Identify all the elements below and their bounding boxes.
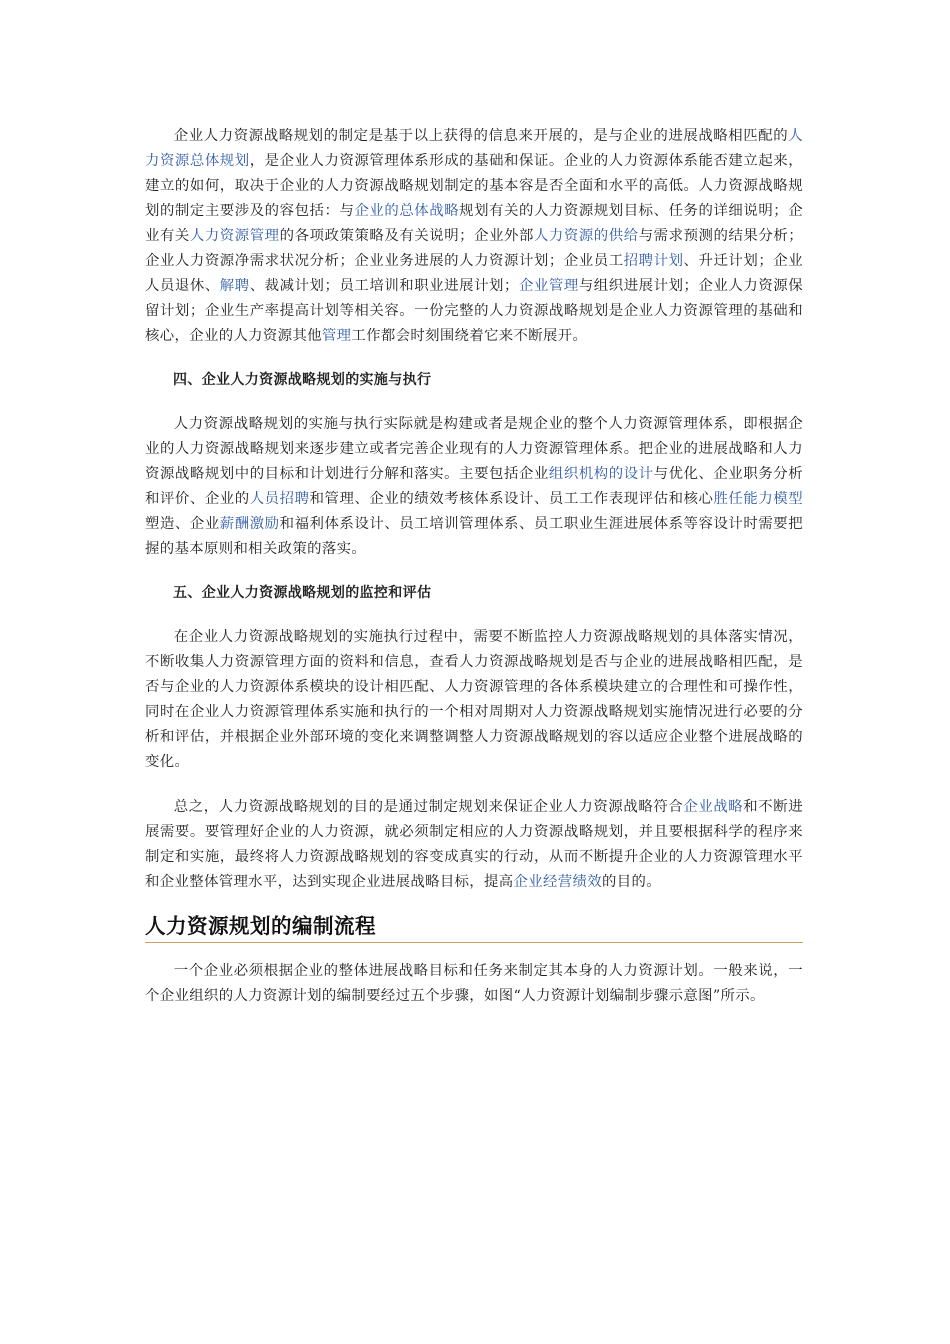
paragraph-planning-process: 一个企业必须根据企业的整体进展战略目标和任务来制定其本身的人力资源计划。一般来说，一个企业组织的人力资源计划的编制要经过五个步骤，如图“人力资源计划编制步骤示意图”所示。	[145, 963, 803, 1004]
text-run: 人力资源战略规划的实施与执行实际就是构建或者是规企业的整个人力资源管理体系，即根据企业的人力资源战略规划来逐步建立或者完善企业现有的人力资源管理体系。把企业的进展战略和人力资源战略规划中的目标和计划进行分解和落实。主要包括企业	[145, 416, 803, 482]
inline-link[interactable]: 胜任能力模型	[713, 491, 804, 507]
inline-link[interactable]: 招聘计划	[623, 253, 684, 269]
paragraph-monitoring	[145, 625, 803, 775]
inline-link[interactable]: 人力资源总体规划	[145, 128, 803, 169]
paragraph-conclusion	[145, 795, 803, 895]
inline-link[interactable]: 组织机构的设计	[548, 466, 654, 482]
heading-monitoring: 五、企业人力资源战略规划的监控和评估	[173, 585, 432, 601]
text-run: ，是企业人力资源管理体系形成的基础和保证。企业的人力资源体系能否建立起来，建立的如何，取决于企业的人力资源战略规划制定的基本容是否全面和水平的高低。人力资源战略规划的制定主要涉及的容包括：与	[145, 153, 803, 219]
text-run: 与需求预测的结果分析；企业人力资源净需求状况分析；企业业务进展的人力资源计划；企业员工	[145, 228, 804, 269]
inline-link[interactable]: 薪酬激励	[219, 516, 280, 532]
inline-link[interactable]: 人力资源的供给	[533, 228, 639, 244]
text-run: 工作都会时刻围绕着它来不断展开。	[351, 328, 588, 344]
inline-link[interactable]: 企业战略	[683, 799, 744, 815]
inline-link[interactable]: 解聘	[219, 278, 250, 294]
text-run: 和不断进展需要。要管理好企业的人力资源，就必须制定相应的人力资源战略规划，并且要根据科学的程序来制定和实施，最终将人力资源战略规划的容变成真实的行动，从而不断提升企业的人力资源管理水平和企业整体管理水平，达到实现企业进展战略目标，提高	[145, 799, 803, 890]
inline-link[interactable]: 企业管理	[518, 278, 579, 294]
text-run: 与组织进展计划；企业人力资源保留计划；企业生产率提高计划等相关容。一份完整的人力资源战略规划是企业人力资源管理的基础和核心，企业的人力资源其他	[145, 278, 803, 344]
text-run: 和福利体系设计、员工培训管理体系、员工职业生涯进展体系等容设计时需要把握的基本原则和相关政策的落实。	[145, 516, 803, 557]
text-run: 和管理、企业的绩效考核体系设计、员工工作表现评估和核心	[309, 491, 714, 507]
inline-link[interactable]: 企业的总体战略	[354, 203, 460, 219]
text-run: 的各项政策策略及有关说明；企业外部	[279, 228, 534, 244]
text-run: 、裁减计划；员工培训和职业进展计划；	[249, 278, 519, 294]
text-run: 总之，人力资源战略规划的目的是通过制定规划来保证企业人力资源战略符合	[173, 799, 684, 815]
text-run: 与优化、企业职务分析和评价、企业的	[145, 466, 803, 507]
document-page	[145, 124, 803, 1009]
text-run: 的目的。	[601, 874, 661, 890]
inline-link[interactable]: 人力资源管理	[189, 228, 280, 244]
paragraph-strategy-formulation	[145, 124, 803, 349]
paragraph-implementation	[145, 412, 803, 562]
inline-link[interactable]: 人员招聘	[249, 491, 310, 507]
text-run: 规划有关的人力资源规划目标、任务的详细说明；企业有关	[145, 203, 803, 244]
inline-link[interactable]: 企业经营绩效	[513, 874, 602, 890]
heading-implementation: 四、企业人力资源战略规划的实施与执行	[173, 372, 432, 388]
text-run: 、升迁计划；企业人员退休、	[145, 253, 804, 294]
text-run: 塑造、企业	[145, 516, 220, 532]
section-title: 人力资源规划的编制流程	[145, 911, 803, 943]
text-run: 企业人力资源战略规划的制定是基于以上获得的信息来开展的，是与企业的进展战略相匹配的	[173, 128, 789, 144]
inline-link[interactable]: 管理	[321, 328, 352, 344]
text-run: 在企业人力资源战略规划的实施执行过程中，需要不断监控人力资源战略规划的具体落实情况，不断收集人力资源管理方面的资料和信息，查看人力资源战略规划是否与企业的进展战略相匹配，是否与企业的人力资源体系模块的设计相匹配、人力资源管理的各体系模块建立的合理性和可操作性，同时在企业人力资源管理体系实施和执行的一个相对周期对人力资源战略规划实施情况进行必要的分析和评估，并根据企业外部环境的变化来调整调整人力资源战略规划的容以适应企业整个进展战略的变化。	[145, 629, 803, 770]
